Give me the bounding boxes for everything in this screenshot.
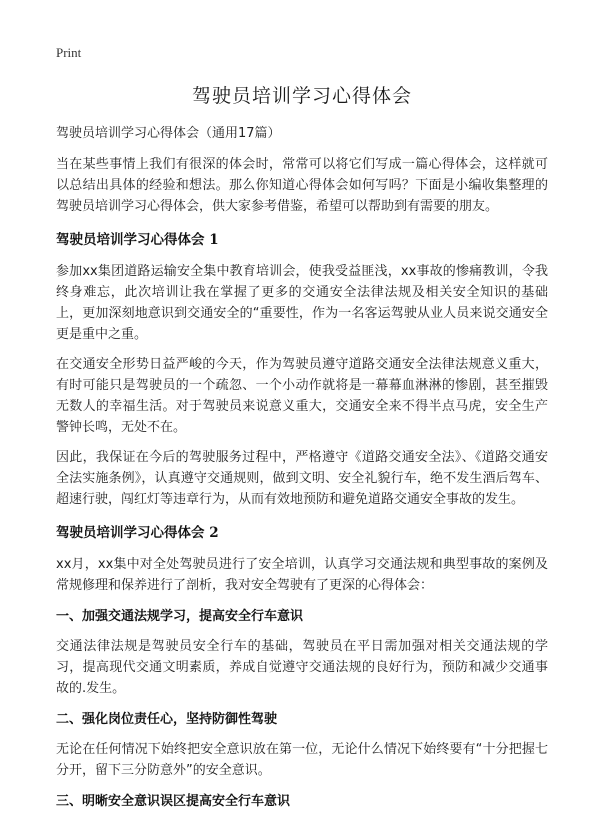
section-2-heading: 驾驶员培训学习心得体会 2 — [56, 525, 219, 541]
intro-paragraph: 当在某些事情上我们有很深的体会时，常常可以将它们写成一篇心得体会，这样就可以总结出具体的经验和想法。那么你知道心得体会如何写吗？下面是小编收集整理的驾驶员培训学习心得体会，供大家参考借鉴，希望可以帮助到有需要的朋友。 — [56, 157, 548, 214]
section-2-item-2-text: 无论在任何情况下始终把安全意识放在第一位，无论什么情况下始终要有“十分把握七分开，留下三分防意外”的安全意识。 — [56, 742, 548, 778]
section-1-paragraph-2: 在交通安全形势日益严峻的今天，作为驾驶员遵守道路交通安全法律法规意义重大，有时可能只是驾驶员的一个疏忽、一个小动作就将是一幕幕血淋淋的惨剧，甚至摧毁无数人的幸福生活。对于驾驶员来说意义重大，交通安全来不得半点马虎，安全生产警钟长鸣，无处不在。 — [56, 357, 548, 435]
document-subtitle: 驾驶员培训学习心得体会（通用17篇） — [56, 126, 281, 141]
section-2-item-2-heading: 二、强化岗位责任心，坚持防御性驾驶 — [56, 712, 278, 727]
section-1-paragraph-1: 参加xx集团道路运输安全集中教育培训会，使我受益匪浅，xx事故的惨痛教训，令我终身难忘，此次培训让我在掌握了更多的交通安全法律法规及相关安全知识的基础上，更加深刻地意识到交通安全的“重要性，作为一名客运驾驶从业人员来说交通安全更是重中之重。 — [56, 264, 548, 342]
section-2-intro: xx月，xx集中对全处驾驶员进行了安全培训，认真学习交通法规和典型事故的案例及常规修理和保养进行了剖析，我对安全驾驶有了更深的心得体会： — [56, 557, 548, 593]
section-1-heading: 驾驶员培训学习心得体会 1 — [56, 232, 219, 248]
section-2-item-1-heading: 一、加强交通法规学习，提高安全行车意识 — [56, 609, 304, 624]
section-1-paragraph-3: 因此，我保证在今后的驾驶服务过程中，严格遵守《道路交通安全法》、《道路交通安全法实施条例》，认真遵守交通规则，做到文明、安全礼貌行车，绝不发生酒后驾车、超速行驶，闯红灯等违章行为，从而有效地预防和避免道路交通安全事故的发生。 — [56, 450, 548, 507]
section-2-item-1-text: 交通法律法规是驾驶员安全行车的基础，驾驶员在平日需加强对相关交通法规的学习，提高现代交通文明素质，养成自觉遵守交通法规的良好行为，预防和减少交通事故的.发生。 — [56, 639, 548, 696]
document-title: 驾驶员培训学习心得体会 — [191, 85, 412, 107]
section-2-item-3-heading: 三、明晰安全意识误区提高安全行车意识 — [56, 794, 291, 809]
print-label[interactable]: Print — [56, 45, 82, 60]
